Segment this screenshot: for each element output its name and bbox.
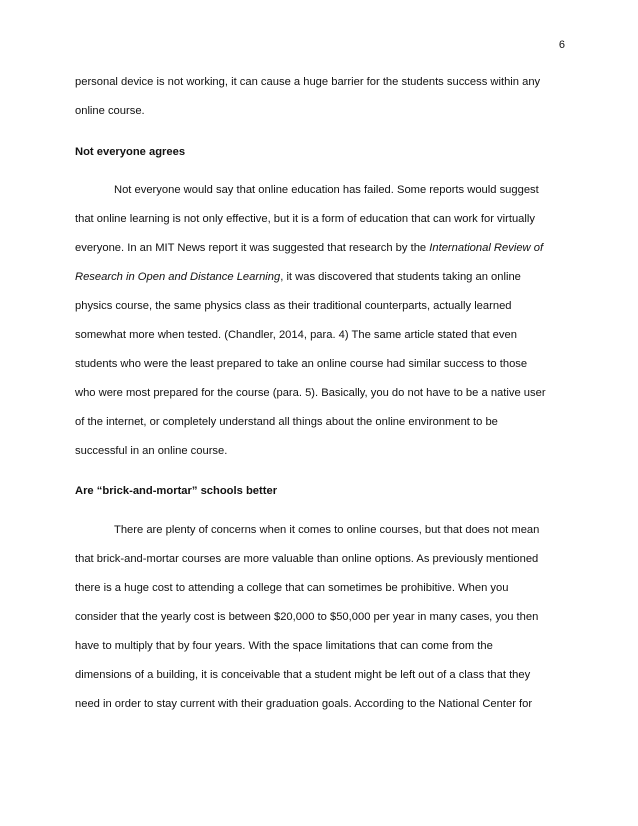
body-text-segment: , it was discovered that students taking an online <box>280 271 521 283</box>
body-text-line: dimensions of a building, it is conceivable that a student might be left out of a class that they <box>75 669 531 681</box>
body-text-line: need in order to stay current with their graduation goals. According to the National Center for <box>75 698 533 710</box>
body-text-line: of the internet, or completely understand all things about the online environment to be <box>75 416 498 428</box>
body-text-line: online course. <box>75 105 145 117</box>
body-text-line: who were most prepared for the course (para. 5). Basically, you do not have to be a native user <box>75 387 546 399</box>
body-text-line: there is a huge cost to attending a college that can sometimes be prohibitive. When you <box>75 582 509 594</box>
body-text-line: students who were the least prepared to take an online course had similar success to those <box>75 358 528 370</box>
body-text-line <box>75 270 575 284</box>
section-heading-not-everyone-agrees: Not everyone agrees <box>75 146 186 158</box>
body-text-line <box>75 241 575 255</box>
body-text-line: successful in an online course. <box>75 445 228 457</box>
journal-title-italic: Research in Open and Distance Learning <box>75 271 281 283</box>
body-text-line: that brick-and-mortar courses are more valuable than online options. As previously mentioned <box>75 553 539 565</box>
body-text-line: consider that the yearly cost is between $20,000 to $50,000 per year in many cases, you then <box>75 611 539 623</box>
body-text-line: personal device is not working, it can cause a huge barrier for the students success within any <box>75 76 541 88</box>
journal-title-italic: International Review of <box>429 242 544 254</box>
paragraph-first-line: Not everyone would say that online education has failed. Some reports would suggest <box>114 184 539 196</box>
paragraph-first-line: There are plenty of concerns when it comes to online courses, but that does not mean <box>114 524 540 536</box>
body-text-line: physics course, the same physics class as their traditional counterparts, actually learned <box>75 300 512 312</box>
body-text-segment: everyone. In an MIT News report it was suggested that research by the <box>75 242 430 254</box>
body-text-line: somewhat more when tested. (Chandler, 2014, para. 4) The same article stated that even <box>75 329 517 341</box>
section-heading-brick-and-mortar: Are “brick-and-mortar” schools better <box>75 485 278 497</box>
page-number: 6 <box>558 39 565 51</box>
body-text-line: have to multiply that by four years. With the space limitations that can come from the <box>75 640 493 652</box>
body-text-line: that online learning is not only effective, but it is a form of education that can work for virtually <box>75 213 535 225</box>
